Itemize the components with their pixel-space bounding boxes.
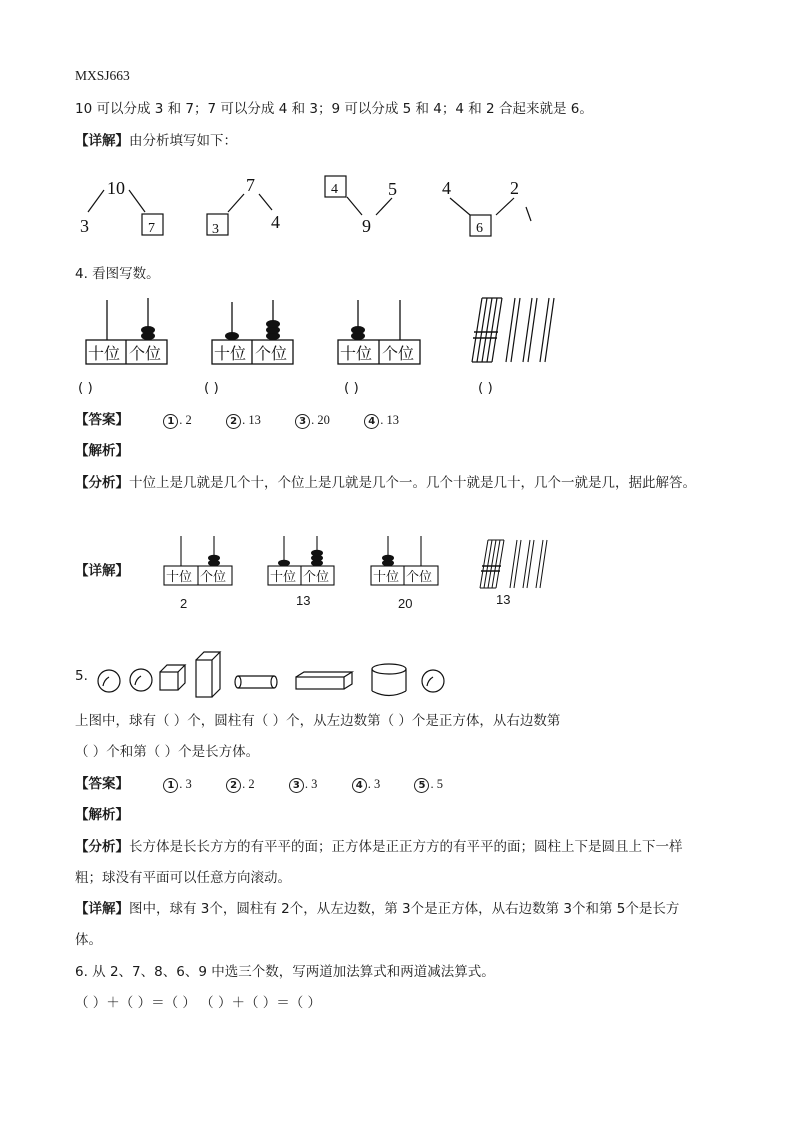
q4-answer-line	[75, 410, 429, 430]
fenxi-text-1: 长方体是长长方方的有平平的面；正方体是正正方方的有平平的面；圆柱上下是圆且上下一样	[129, 839, 683, 855]
q5-answer-4: 4 . 3	[352, 774, 381, 794]
q5-fenxi-line1	[75, 837, 683, 857]
detail-abacus3-tens: 十位	[373, 570, 400, 585]
answer-3: 3 . 20	[295, 410, 330, 430]
tree2-top: 7	[246, 175, 255, 195]
q4-analysis-label: 【解析】	[75, 443, 129, 459]
detail-label: 【详解】	[75, 133, 129, 149]
q5-answer-3: 3 . 3	[289, 774, 318, 794]
abacus2-tens-label: 十位	[214, 344, 247, 363]
q5-detail-line1	[75, 899, 679, 919]
q6-equations: （ ）＋（ ）＝（ ） （ ）＋（ ）＝（ ）	[75, 995, 322, 1011]
detail-text-1: 图中，球有 3个，圆柱有 2个，从左边数，第 3个是正方体，从右边数第 3个和第 5个是长方	[129, 901, 680, 917]
q5-analysis-label: 【解析】	[75, 807, 129, 823]
detail-abacus1-ones: 个位	[200, 570, 227, 585]
detail-value-3: 20	[398, 596, 413, 611]
tree2-right: 4	[271, 212, 280, 232]
blank-1: ( )	[78, 380, 93, 396]
tree4-top-right: 2	[510, 178, 519, 198]
detail-text: 由分析填写如下：	[129, 133, 237, 149]
blank-2: ( )	[204, 380, 219, 396]
q5-answer-line	[75, 774, 473, 794]
detail-value-4: 13	[496, 592, 511, 607]
tree2-left: 3	[212, 222, 219, 237]
abacus1-tens-label: 十位	[88, 344, 121, 363]
fenxi-label: 【分析】	[75, 475, 129, 491]
q4-title: 4. 看图写数。	[75, 266, 160, 282]
tree3-bottom: 9	[362, 216, 371, 236]
q6-title: 6. 从 2、7、8、6、9 中选三个数，写两道加法算式和两道减法算式。	[75, 964, 495, 980]
fenxi-label: 【分析】	[75, 839, 129, 855]
detail-value-2: 13	[296, 593, 311, 608]
abacus3-tens-label: 十位	[340, 344, 373, 363]
detail-abacus2-tens: 十位	[270, 570, 297, 585]
q5-question-line1: 上图中，球有（ ）个，圆柱有（ ）个，从左边数第（ ）个是正方体，从右边数第	[75, 713, 561, 729]
answer-4: 4 . 13	[364, 410, 399, 430]
tree3-top-right: 5	[388, 179, 397, 199]
abacus1-ones-label: 个位	[129, 344, 162, 363]
tree1-right: 7	[148, 221, 155, 236]
abacus-row	[0, 290, 794, 380]
q5-question-line2: （ ）个和第（ ）个是长方体。	[75, 744, 260, 760]
fenxi-text: 十位上是几就是几个十，个位上是几就是几个一。几个十就是几十，几个一就是几，据此解答。	[129, 475, 696, 491]
detail-value-1: 2	[180, 596, 188, 611]
q5-answer-1: 1 . 3	[163, 774, 192, 794]
q3-explanation: 10 可以分成 3 和 7；7 可以分成 4 和 3；9 可以分成 5 和 4；4 和 2 合起来就是 6。	[75, 101, 593, 117]
blank-3: ( )	[344, 380, 359, 396]
q4-fenxi-line	[75, 473, 696, 493]
answer-label: 【答案】	[75, 412, 129, 428]
detail-abacus1-tens: 十位	[166, 570, 193, 585]
q5-answer-2: 2 . 2	[226, 774, 255, 794]
detail-label: 【详解】	[75, 901, 129, 917]
shapes-row	[0, 645, 794, 705]
abacus3-ones-label: 个位	[382, 344, 415, 363]
q5-detail-line2: 体。	[75, 932, 102, 948]
tree3-top-left: 4	[331, 182, 338, 197]
detail-abacus2-ones: 个位	[303, 570, 330, 585]
q5-fenxi-line2: 粗；球没有平面可以任意方向滚动。	[75, 870, 291, 886]
answer-1: 1 . 2	[163, 410, 192, 430]
answer-2: 2 . 13	[226, 410, 261, 430]
document-code: MXSJ663	[75, 68, 130, 83]
q5-number: 5.	[75, 668, 88, 684]
detail-abacus3-ones: 个位	[406, 570, 433, 585]
number-trees	[0, 0, 794, 260]
tree1-left: 3	[80, 216, 89, 236]
answer-label: 【答案】	[75, 776, 129, 792]
abacus2-ones-label: 个位	[255, 344, 288, 363]
tree4-top-left: 4	[442, 178, 451, 198]
q5-answer-5: 5 . 5	[414, 774, 443, 794]
q4-detail-label: 【详解】	[75, 563, 129, 579]
tree4-bottom: 6	[476, 221, 483, 236]
abacus-detail-row	[0, 530, 794, 610]
tree1-top: 10	[107, 178, 125, 198]
blank-4: ( )	[478, 380, 493, 396]
